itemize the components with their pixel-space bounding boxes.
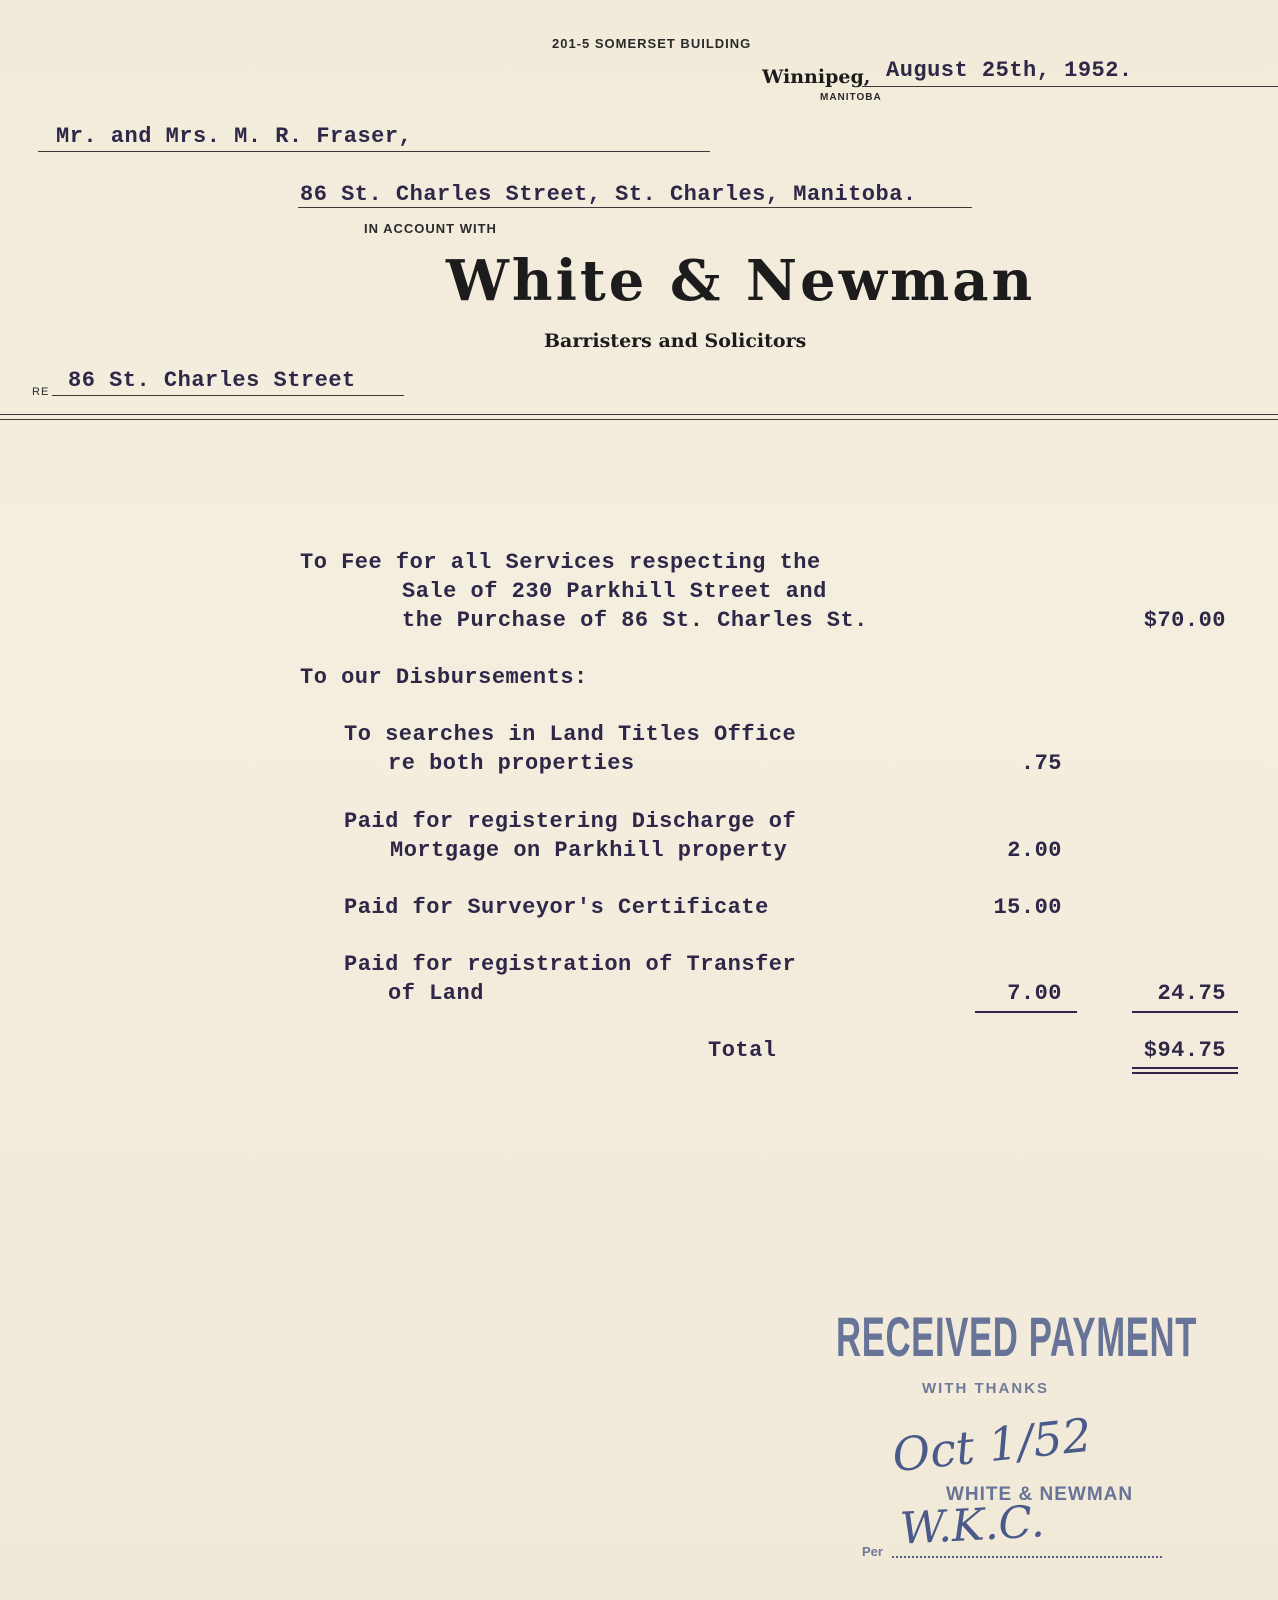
re-property: 86 St. Charles Street (68, 368, 356, 393)
invoice-date: August 25th, 1952. (886, 58, 1133, 83)
firm-subtitle: Barristers and Solicitors (544, 330, 807, 352)
client-name: Mr. and Mrs. M. R. Fraser, (56, 124, 413, 149)
disbursement-1-line-1: To searches in Land Titles Office (344, 722, 797, 747)
city-label: Winnipeg, (762, 66, 871, 88)
disbursement-2-amount: 2.00 (1007, 838, 1062, 863)
disbursements-subtotal: 24.75 (1157, 981, 1226, 1006)
with-thanks-stamp: WITH THANKS (922, 1380, 1049, 1397)
header-double-rule-bottom (0, 419, 1278, 420)
fee-line-3: the Purchase of 86 St. Charles St. (402, 608, 868, 633)
total-underline-2 (1132, 1072, 1238, 1074)
per-label: Per (862, 1544, 883, 1559)
disbursement-3-line-1: Paid for Surveyor's Certificate (344, 895, 769, 920)
in-account-with-label: IN ACCOUNT WITH (364, 221, 497, 236)
total-amount: $94.75 (1143, 1038, 1226, 1063)
client-rule (38, 151, 710, 152)
signature-initials: W.K.C. (898, 1496, 1046, 1555)
client-address: 86 St. Charles Street, St. Charles, Manitoba. (300, 182, 917, 207)
disbursement-1-line-2: re both properties (388, 751, 635, 776)
fee-amount: $70.00 (1143, 608, 1226, 633)
firm-name: White & Newman (446, 248, 1036, 314)
signature-dotted-line (892, 1556, 1162, 1558)
fee-line-1: To Fee for all Services respecting the (300, 550, 821, 575)
re-rule (52, 395, 404, 396)
disbursement-4-line-1: Paid for registration of Transfer (344, 952, 797, 977)
disbursement-2-line-1: Paid for registering Discharge of (344, 809, 797, 834)
address-rule (298, 207, 972, 208)
disbursements-heading: To our Disbursements: (300, 665, 588, 690)
disbursement-1-amount: .75 (1020, 751, 1062, 776)
building-address: 201-5 SOMERSET BUILDING (552, 36, 752, 51)
disbursement-4-line-2: of Land (388, 981, 484, 1006)
disbursement-4-amount: 7.00 (1007, 981, 1062, 1006)
fee-line-2: Sale of 230 Parkhill Street and (402, 579, 827, 604)
handwritten-payment-date: Oct 1/52 (889, 1407, 1095, 1483)
disbursement-2-line-2: Mortgage on Parkhill property (390, 838, 788, 863)
header-double-rule-top (0, 414, 1278, 415)
date-rule (862, 86, 1278, 87)
disbursement-3-amount: 15.00 (993, 895, 1062, 920)
total-underline-1 (1132, 1067, 1238, 1069)
subtotal-underline (1132, 1011, 1238, 1013)
firm-stamp: WHITE & NEWMAN (946, 1484, 1134, 1505)
province-label: MANITOBA (820, 92, 882, 103)
received-payment-stamp: RECEIVED PAYMENT (836, 1305, 1198, 1368)
disbursement-underline (975, 1011, 1077, 1013)
total-label: Total (708, 1038, 777, 1063)
re-label: RE (32, 386, 50, 398)
